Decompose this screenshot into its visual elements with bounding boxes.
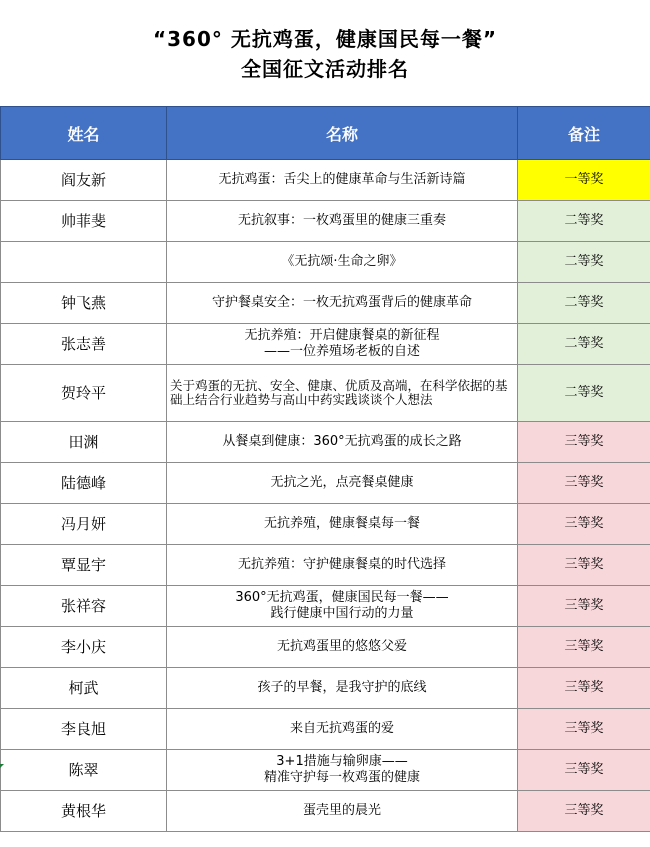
header-title: 名称 (167, 107, 518, 160)
table-row (1, 627, 650, 668)
essay-title: 无抗之光，点亮餐桌健康 (167, 463, 518, 504)
table-row (1, 283, 650, 324)
essay-title: 360°无抗鸡蛋，健康国民每一餐—— 践行健康中国行动的力量 (167, 586, 518, 627)
author-name: 张祥容 (1, 586, 167, 627)
table-header-row (1, 107, 650, 160)
award-badge: 三等奖 (518, 627, 650, 668)
award-badge: 三等奖 (518, 504, 650, 545)
table-row (1, 709, 650, 750)
author-name: 田渊 (1, 422, 167, 463)
table-row (1, 586, 650, 627)
essay-title: 守护餐桌安全：一枚无抗鸡蛋背后的健康革命 (167, 283, 518, 324)
header-name: 姓名 (1, 107, 167, 160)
table-row (1, 365, 650, 422)
essay-title: 孩子的早餐，是我守护的底线 (167, 668, 518, 709)
award-badge: 一等奖 (518, 160, 650, 201)
essay-title: 从餐桌到健康：360°无抗鸡蛋的成长之路 (167, 422, 518, 463)
author-name: 阎友新 (1, 160, 167, 201)
table-row (1, 791, 650, 832)
author-name: 李良旭 (1, 709, 167, 750)
essay-title: 无抗养殖，健康餐桌每一餐 (167, 504, 518, 545)
author-name (1, 242, 167, 283)
author-name: 陈翠 (1, 750, 167, 791)
award-badge: 三等奖 (518, 545, 650, 586)
author-name: 陆德峰 (1, 463, 167, 504)
table-row (1, 463, 650, 504)
table-row (1, 504, 650, 545)
award-badge: 二等奖 (518, 324, 650, 365)
table-row (1, 160, 650, 201)
author-name: 钟飞燕 (1, 283, 167, 324)
essay-title: 《无抗颂·生命之卵》 (167, 242, 518, 283)
award-badge: 三等奖 (518, 750, 650, 791)
table-row (1, 668, 650, 709)
cell-marker (0, 764, 4, 768)
award-badge: 二等奖 (518, 365, 650, 422)
table-row (1, 324, 650, 365)
essay-title: 关于鸡蛋的无抗、安全、健康、优质及高端，在科学依据的基础上结合行业趋势与高山中药实践谈谈个人想法 (167, 365, 518, 422)
author-name: 帅菲斐 (1, 201, 167, 242)
award-badge: 二等奖 (518, 242, 650, 283)
author-name: 覃显宇 (1, 545, 167, 586)
table-row (1, 201, 650, 242)
author-name: 李小庆 (1, 627, 167, 668)
title-block (0, 0, 650, 106)
header-note: 备注 (518, 107, 650, 160)
essay-title: 无抗养殖：守护健康餐桌的时代选择 (167, 545, 518, 586)
essay-title: 来自无抗鸡蛋的爱 (167, 709, 518, 750)
essay-title: 蛋壳里的晨光 (167, 791, 518, 832)
page-subtitle: 全国征文活动排名 (241, 57, 409, 81)
award-badge: 三等奖 (518, 709, 650, 750)
essay-title: 无抗养殖：开启健康餐桌的新征程 ——一位养殖场老板的自述 (167, 324, 518, 365)
award-badge: 二等奖 (518, 201, 650, 242)
table-row (1, 750, 650, 791)
essay-title: 无抗鸡蛋里的悠悠父爱 (167, 627, 518, 668)
award-badge: 二等奖 (518, 283, 650, 324)
table-row (1, 242, 650, 283)
award-badge: 三等奖 (518, 791, 650, 832)
author-name: 贺玲平 (1, 365, 167, 422)
author-name: 冯月妍 (1, 504, 167, 545)
author-name: 黄根华 (1, 791, 167, 832)
page-title: “360° 无抗鸡蛋，健康国民每一餐” (153, 27, 497, 51)
table-row (1, 422, 650, 463)
award-badge: 三等奖 (518, 586, 650, 627)
ranking-table (0, 106, 650, 832)
award-badge: 三等奖 (518, 422, 650, 463)
author-name: 柯武 (1, 668, 167, 709)
table-body (1, 160, 650, 832)
essay-title: 无抗叙事：一枚鸡蛋里的健康三重奏 (167, 201, 518, 242)
award-badge: 三等奖 (518, 463, 650, 504)
essay-title: 无抗鸡蛋：舌尖上的健康革命与生活新诗篇 (167, 160, 518, 201)
award-badge: 三等奖 (518, 668, 650, 709)
essay-title: 3+1措施与输卵康—— 精准守护每一枚鸡蛋的健康 (167, 750, 518, 791)
table-row (1, 545, 650, 586)
author-name: 张志善 (1, 324, 167, 365)
